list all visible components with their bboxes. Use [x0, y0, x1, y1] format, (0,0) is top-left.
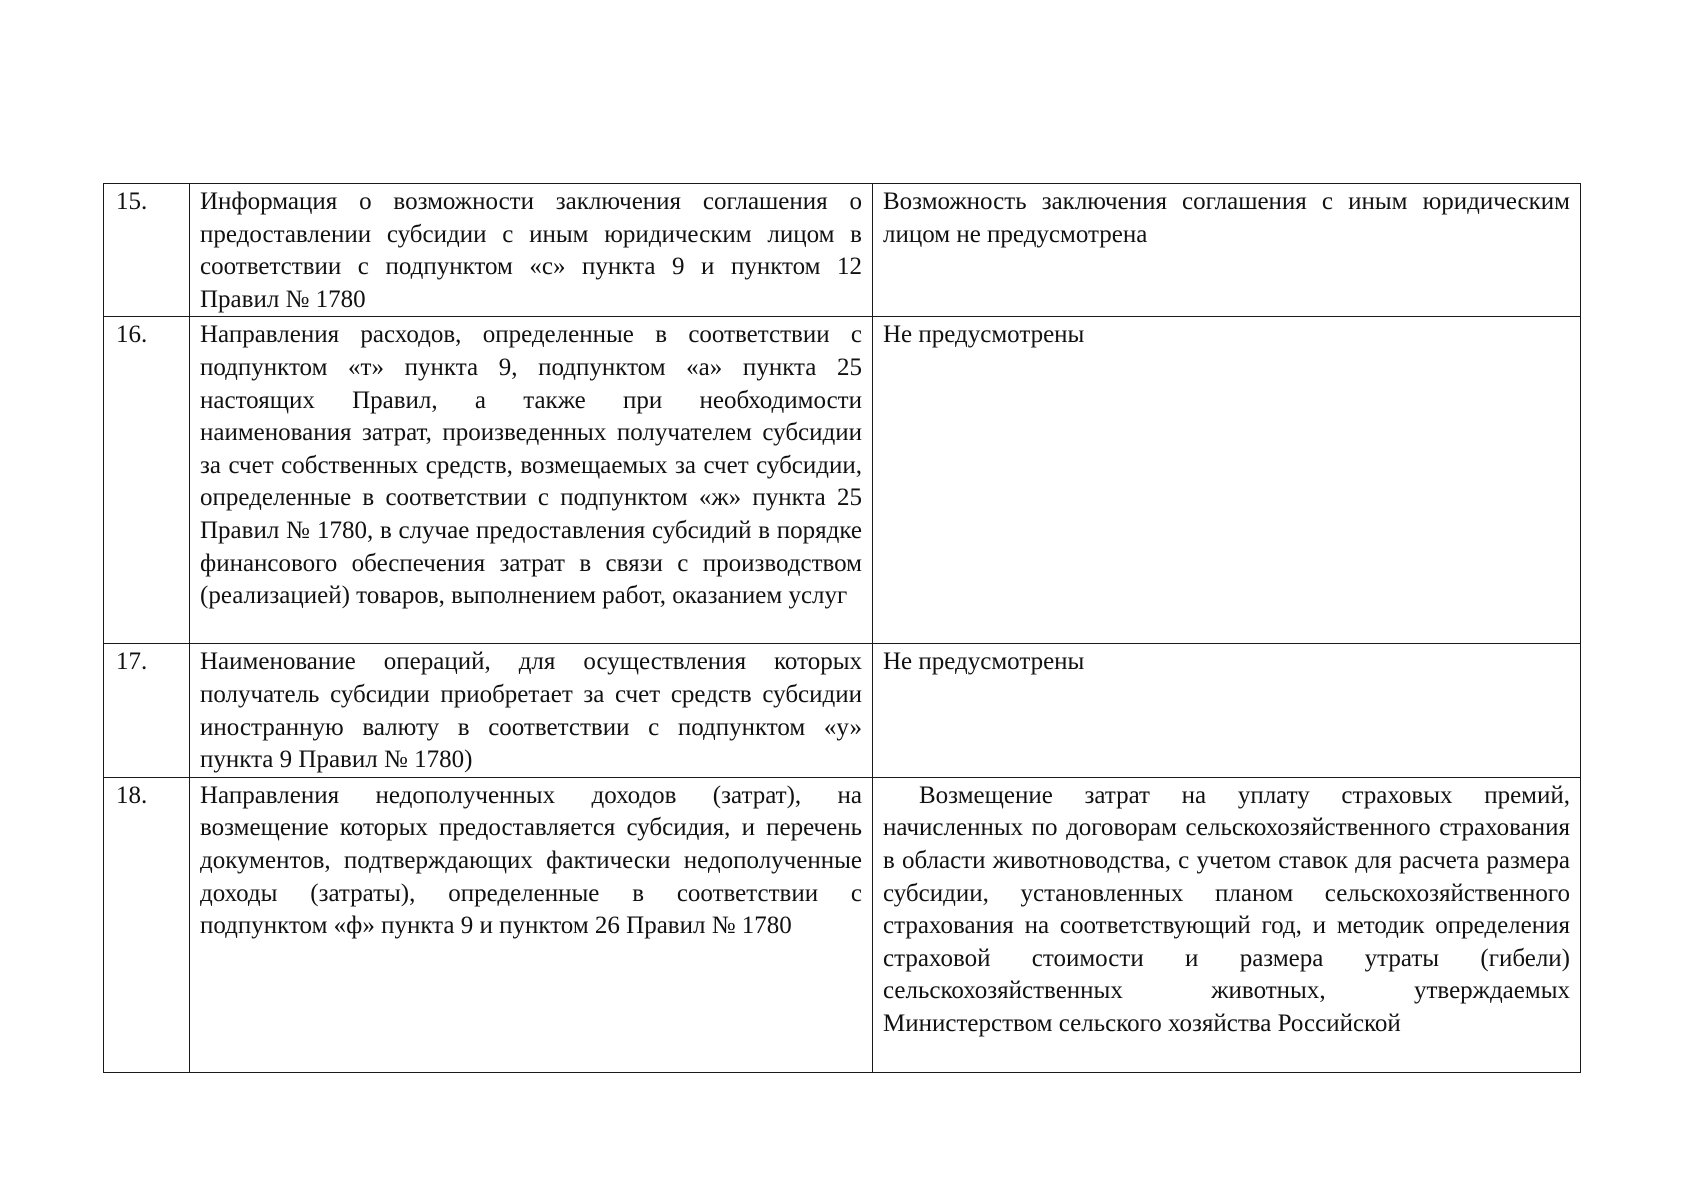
- row-description: Направления расходов, определенные в соответствии с подпунктом «т» пункта 9, подпунктом «а» пункта 25 настоящих Правил, а также при необходимости наименования затрат, произведенных получателем субсидии за счет собственных средств, возмещаемых за счет субсидии, определенные в соответствии с подпунктом «ж» пункта 25 Правил № 1780, в случае предоставления субсидий в порядке финансового обеспечения затрат в связи с производством (реализацией) товаров, выполнением работ, оказанием услуг: [190, 317, 873, 644]
- table-row: [104, 317, 1581, 644]
- row-description: Наименование операций, для осуществления которых получатель субсидии приобретает за счет средств субсидии иностранную валюту в соответствии с подпунктом «у» пункта 9 Правил № 1780): [190, 644, 873, 777]
- row-value: Возможность заключения соглашения с иным юридическим лицом не предусмотрена: [873, 184, 1581, 317]
- row-value: Не предусмотрены: [873, 317, 1581, 644]
- row-number: 18.: [104, 777, 190, 1072]
- row-number: 15.: [104, 184, 190, 317]
- document-table: [103, 183, 1581, 1073]
- row-description: Направления недополученных доходов (затрат), на возмещение которых предоставляется субсидия, и перечень документов, подтверждающих фактически недополученные доходы (затраты), определенные в соответствии с подпунктом «ф» пункта 9 и пунктом 26 Правил № 1780: [190, 777, 873, 1072]
- table-row: [104, 644, 1581, 777]
- table-row: [104, 777, 1581, 1072]
- row-number: 16.: [104, 317, 190, 644]
- row-value: Не предусмотрены: [873, 644, 1581, 777]
- row-value: Возмещение затрат на уплату страховых премий, начисленных по договорам сельскохозяйственного страхования в области животноводства, с учетом ставок для расчета размера субсидии, установленных планом сельскохозяйственного страхования на соответствующий год, и методик определения страховой стоимости и размера утраты (гибели) сельскохозяйственных животных, утверждаемых Министерством сельского хозяйства Российской: [873, 777, 1581, 1072]
- row-description: Информация о возможности заключения соглашения о предоставлении субсидии с иным юридическим лицом в соответствии с подпунктом «с» пункта 9 и пунктом 12 Правил № 1780: [190, 184, 873, 317]
- table-row: [104, 184, 1581, 317]
- row-number: 17.: [104, 644, 190, 777]
